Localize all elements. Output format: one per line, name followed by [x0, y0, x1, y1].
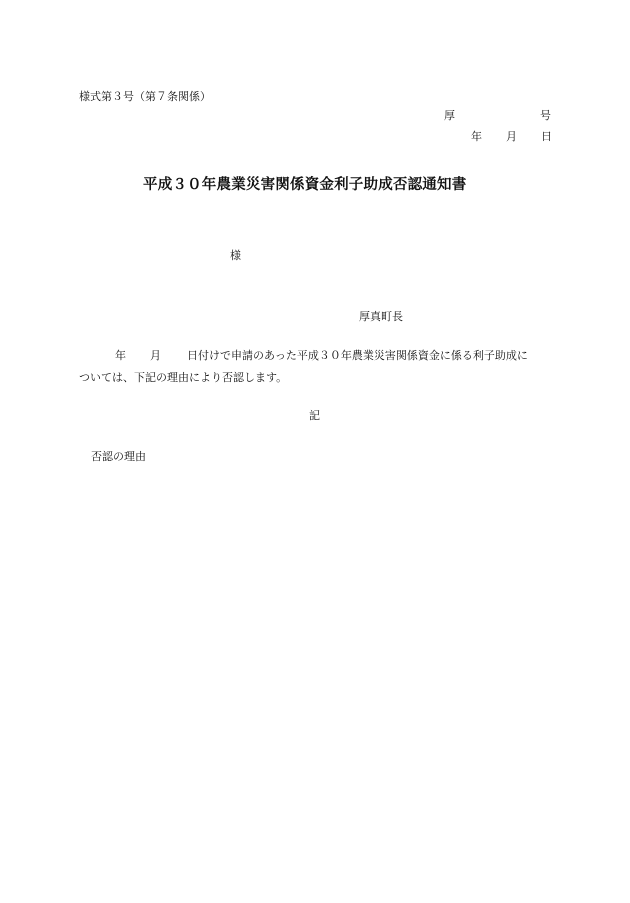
date-day: 日	[541, 130, 552, 143]
issuer-name: 厚真町長	[359, 310, 403, 323]
date-month: 月	[506, 130, 517, 143]
note-heading: 記	[309, 409, 320, 422]
addressee-suffix: 様	[230, 249, 241, 262]
document-title: 平成３０年農業災害関係資金利子助成否認通知書	[143, 176, 467, 193]
body-line-1-text: 日付けで申請のあった平成３０年農業災害関係資金に係る利子助成に	[187, 349, 528, 362]
date-year: 年	[471, 130, 482, 143]
body-month: 月	[150, 349, 161, 362]
reference-suffix: 号	[540, 109, 551, 122]
form-number: 様式第３号（第７条関係）	[79, 90, 211, 103]
reference-prefix: 厚	[444, 109, 455, 122]
body-year: 年	[115, 349, 126, 362]
reason-label: 否認の理由	[91, 450, 146, 463]
body-line-2: ついては、下記の理由により否認します。	[79, 371, 288, 384]
